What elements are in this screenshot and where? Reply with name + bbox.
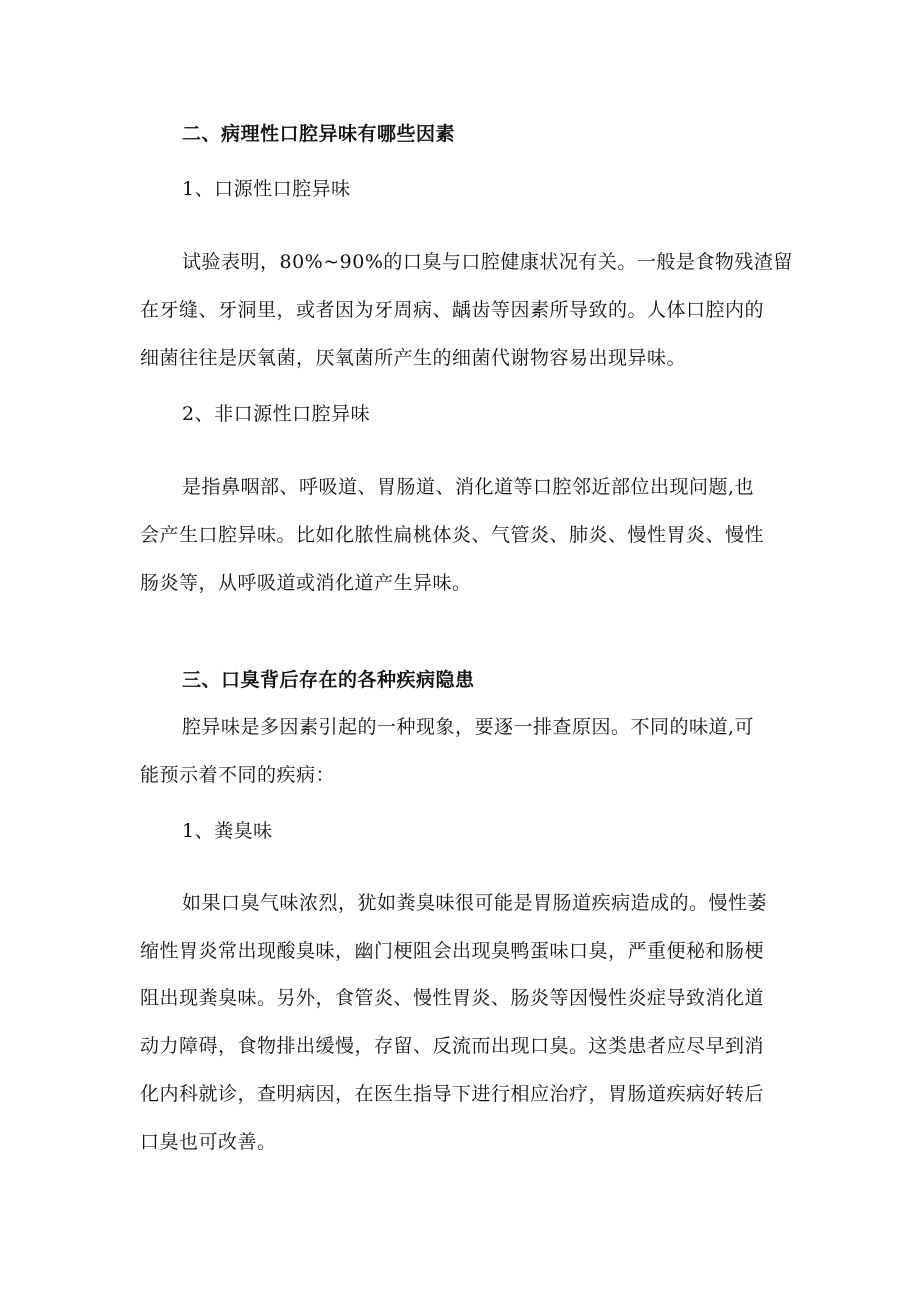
section3-heading: 三、口臭背后存在的各种疾病隐患 xyxy=(182,669,475,691)
section2-sub2-para-line-2: 会产生口腔异味。比如化脓性扁桃体炎、气管炎、肺炎、慢性胃炎、慢性 xyxy=(140,524,765,546)
section3-sub1-title: 1、粪臭味 xyxy=(182,820,273,842)
section2-sub1-para-line-3: 细菌往往是厌氧菌，厌氧菌所产生的细菌代谢物容易出现异味。 xyxy=(140,347,687,369)
section2-heading: 二、病理性口腔异味有哪些因素 xyxy=(182,123,456,145)
section3-sub1-para-line-3: 阻出现粪臭味。另外，食管炎、慢性胃炎、肠炎等因慢性炎症导致消化道 xyxy=(140,987,765,1009)
section3-sub1-para-line-6: 口臭也可改善。 xyxy=(140,1131,277,1153)
section2-sub2-para-line-3: 肠炎等，从呼吸道或消化道产生异味。 xyxy=(140,572,472,594)
section3-sub1-para-line-1: 如果口臭气味浓烈，犹如粪臭味很可能是胃肠道疾病造成的。慢性萎 xyxy=(182,892,768,914)
section3-sub1-para-line-2: 缩性胃炎常出现酸臭味，幽门梗阻会出现臭鸭蛋味口臭，严重便秘和肠梗 xyxy=(140,940,765,962)
section3-intro-line-1: 腔异味是多因素引起的一种现象，要逐一排查原因。不同的味道,可 xyxy=(182,716,755,738)
section2-sub1-para-line-1: 试验表明，80%~90%的口臭与口腔健康状况有关。一般是食物残渣留 xyxy=(182,251,793,273)
section3-sub1-para-line-4: 动力障碍，食物排出缓慢，存留、反流而出现口臭。这类患者应尽早到消 xyxy=(140,1035,765,1057)
section2-sub1-para-line-2: 在牙缝、牙洞里，或者因为牙周病、龋齿等因素所导致的。人体口腔内的 xyxy=(140,299,765,321)
section2-sub2-para-line-1: 是指鼻咽部、呼吸道、胃肠道、消化道等口腔邻近部位出现问题,也 xyxy=(182,476,755,498)
section2-sub1-title: 1、口源性口腔异味 xyxy=(182,178,351,200)
section2-sub2-title: 2、非口源性口腔异味 xyxy=(182,403,371,425)
section3-intro-line-2: 能预示着不同的疾病： xyxy=(140,764,336,786)
section3-sub1-para-line-5: 化内科就诊，查明病因，在医生指导下进行相应治疗，胃肠道疾病好转后 xyxy=(140,1083,765,1105)
